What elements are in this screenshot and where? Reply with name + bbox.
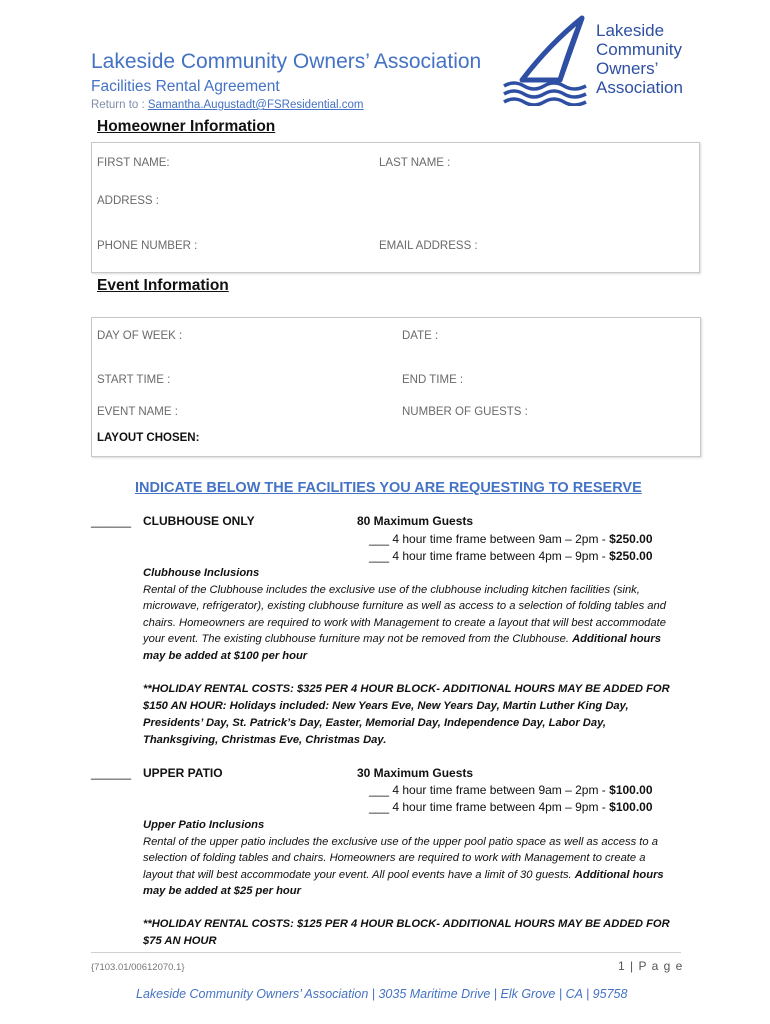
inclusions-text: Rental of the upper patio includes the exclusive use of the upper pool patio space as well as access to a selection of folding tables and chairs. Homeowners are required to work with Management to create a layout that will best accommodate your event. All pool events have a limit of 30 guests. — [143, 835, 658, 881]
option-blank: ___ — [369, 800, 390, 814]
phone-field[interactable]: PHONE NUMBER : — [97, 240, 198, 252]
first-name-field[interactable]: FIRST NAME: — [97, 157, 170, 169]
patio-label: UPPER PATIO — [143, 766, 223, 780]
page-number: 1 | P a g e — [618, 959, 684, 973]
page-title: Lakeside Community Owners’ Association — [91, 50, 482, 73]
email-field[interactable]: EMAIL ADDRESS : — [379, 240, 478, 252]
clubhouse-inclusions-title: Clubhouse Inclusions — [143, 567, 260, 579]
clubhouse-label: CLUBHOUSE ONLY — [143, 514, 255, 528]
option-text: 4 hour time frame between 9am – 2pm - — [389, 783, 610, 797]
end-time-field[interactable]: END TIME : — [402, 374, 464, 386]
event-name-field[interactable]: EVENT NAME : — [97, 406, 178, 418]
option-text: 4 hour time frame between 4pm – 9pm - — [389, 549, 610, 563]
option-price: $250.00 — [609, 549, 653, 563]
patio-checkbox-blank[interactable]: ______ — [91, 766, 132, 780]
event-heading: Event Information — [97, 277, 229, 294]
option-text: 4 hour time frame between 4pm – 9pm - — [389, 800, 610, 814]
clubhouse-option-morning[interactable] — [369, 532, 653, 546]
patio-inclusions — [143, 817, 678, 900]
day-of-week-field[interactable]: DAY OF WEEK : — [97, 330, 183, 342]
patio-option-morning[interactable] — [369, 783, 653, 797]
address-field[interactable]: ADDRESS : — [97, 195, 159, 207]
clubhouse-holiday-costs: **HOLIDAY RENTAL COSTS: $325 PER 4 HOUR BLOCK- ADDITIONAL HOURS MAY BE ADDED FOR $150 AN HOUR: Holidays included: New Years Eve, New Years Day, Martin Luther King Day, Presidents’ Day, St. Patrick’s Day, Easter, Memorial Day, Independence Day, Labor Day, Thanksgiving, Christmas Eve, Christmas Day. — [143, 683, 670, 746]
option-price: $100.00 — [609, 783, 653, 797]
option-blank: ___ — [369, 549, 390, 563]
patio-inclusions-body — [143, 834, 678, 900]
page-subtitle: Facilities Rental Agreement — [91, 78, 280, 95]
return-to-line — [91, 99, 363, 111]
footer-divider — [91, 952, 681, 953]
logo-wordmark — [596, 21, 683, 97]
logo-line: Community — [596, 40, 682, 59]
logo-line: Owners’ — [596, 59, 659, 78]
document-id: {7103.01/00612070.1} — [91, 962, 185, 973]
date-field[interactable]: DATE : — [402, 330, 439, 342]
facilities-heading: INDICATE BELOW THE FACILITIES YOU ARE REQUESTING TO RESERVE — [135, 480, 642, 496]
last-name-field[interactable]: LAST NAME : — [379, 157, 451, 169]
option-blank: ___ — [369, 532, 390, 546]
return-to-label: Return to : — [91, 99, 148, 111]
clubhouse-capacity: 80 Maximum Guests — [357, 514, 474, 528]
start-time-field[interactable]: START TIME : — [97, 374, 171, 386]
option-blank: ___ — [369, 783, 390, 797]
clubhouse-inclusions — [143, 565, 678, 664]
option-price: $250.00 — [609, 532, 653, 546]
number-of-guests-field[interactable]: NUMBER OF GUESTS : — [402, 406, 528, 418]
return-email-link[interactable]: Samantha.Augustadt@FSResidential.com — [147, 99, 364, 111]
layout-chosen-field[interactable]: LAYOUT CHOSEN: — [97, 432, 200, 444]
logo-line: Association — [596, 78, 683, 97]
patio-option-evening[interactable] — [369, 800, 653, 814]
inclusions-text: Rental of the Clubhouse includes the exclusive use of the clubhouse including kitchen facilities (sink, microwave, refrigerator), existing clubhouse furniture as well as access to a selection of folding tables and chairs. Homeowners are required to work with Management to create a layout that will best accommodate your event. The existing clubhouse furniture may not be removed from the Clubhouse. — [143, 583, 666, 645]
homeowner-heading: Homeowner Information — [97, 118, 276, 135]
patio-holiday-costs: **HOLIDAY RENTAL COSTS: $125 PER 4 HOUR BLOCK- ADDITIONAL HOURS MAY BE ADDED FOR $75 AN HOUR — [143, 918, 670, 947]
option-text: 4 hour time frame between 9am – 2pm - — [389, 532, 610, 546]
logo-line: Lakeside — [596, 21, 665, 40]
inclusions-additional: Additional hours may be added at $25 per hour — [143, 868, 664, 897]
sailboat-logo-icon — [500, 14, 592, 106]
inclusions-additional: Additional hours may be added at $100 per hour — [143, 633, 661, 662]
clubhouse-inclusions-body — [143, 582, 678, 665]
option-price: $100.00 — [609, 800, 653, 814]
clubhouse-checkbox-blank[interactable]: ______ — [91, 514, 132, 528]
clubhouse-option-evening[interactable] — [369, 549, 653, 563]
patio-capacity: 30 Maximum Guests — [357, 766, 474, 780]
patio-inclusions-title: Upper Patio Inclusions — [143, 819, 265, 831]
footer-address: Lakeside Community Owners’ Association | 3035 Maritime Drive | Elk Grove | CA | 95758 — [136, 987, 628, 1001]
